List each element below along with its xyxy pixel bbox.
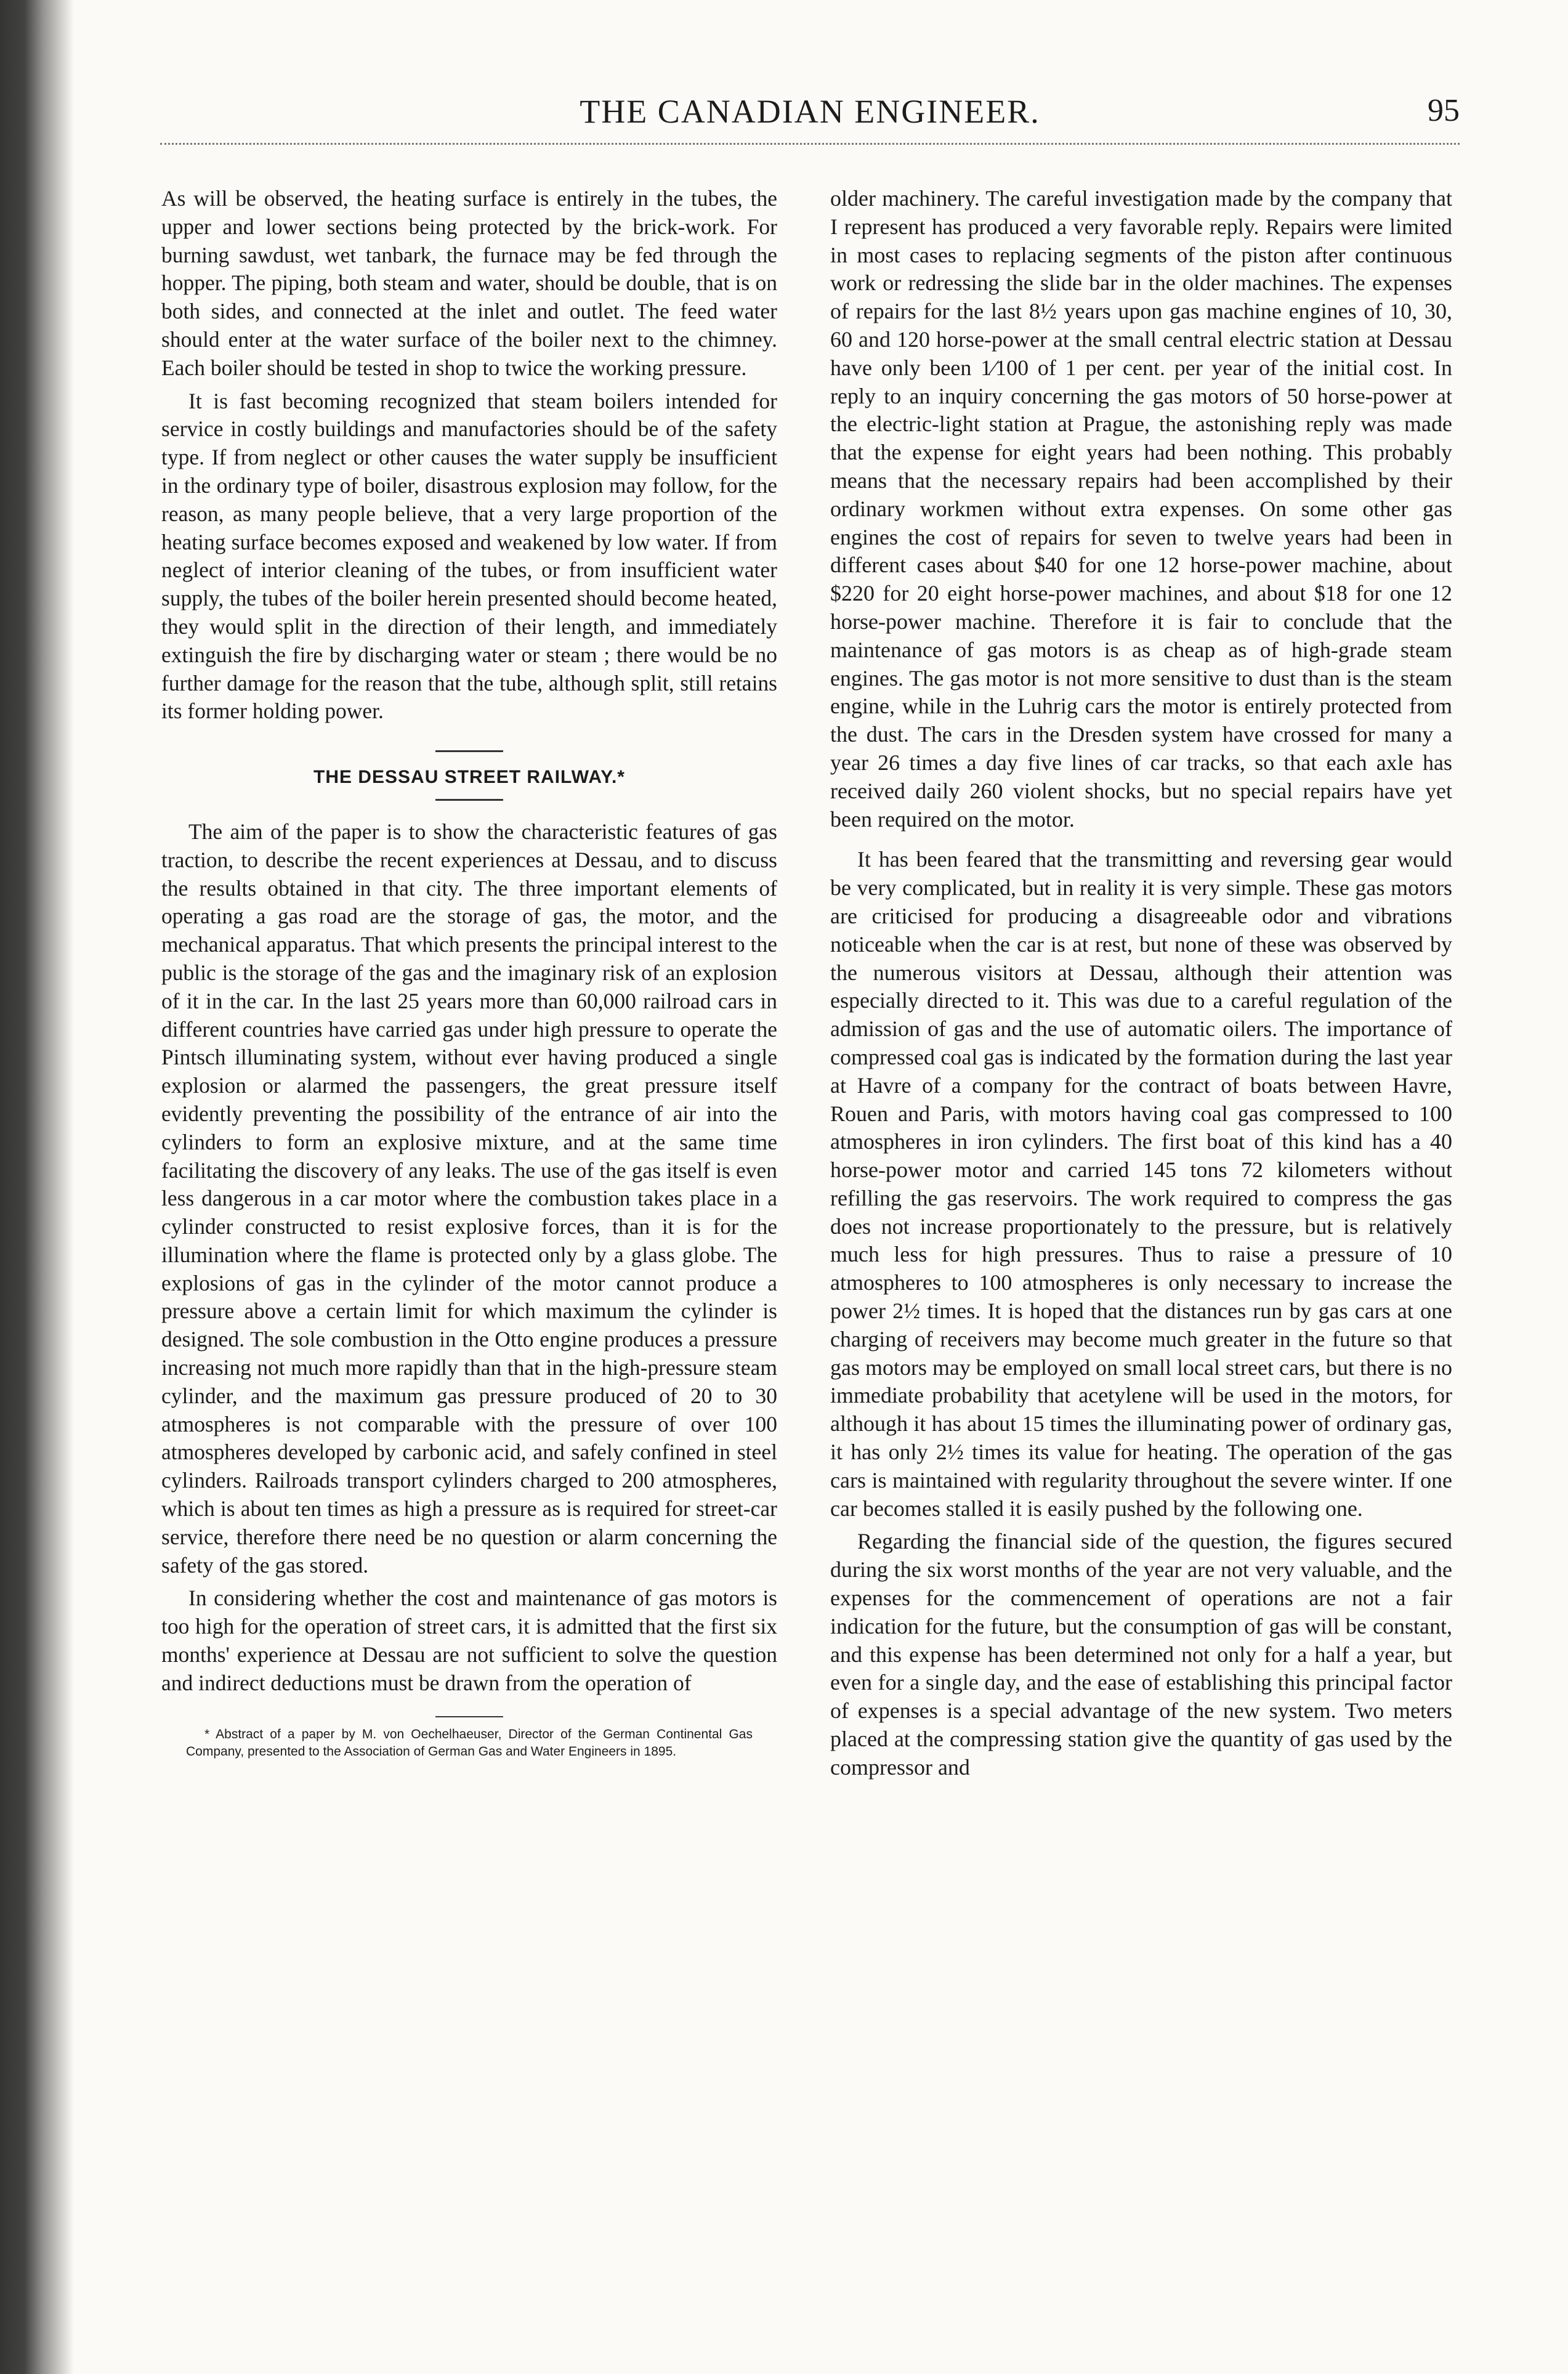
section-divider [435,799,503,801]
paragraph: It has been feared that the transmitting and reversing gear would be very complicated, but in reality it is very simple. These gas motors are criticised for producing a disagreeable odor and vibrations noticeable when the car is at rest, but none of these was observed by the numerous visitors at Dessau, although their attention was especially directed to it. This was due to a careful regulation of the admission of gas and the use of automatic oilers. The importance of compressed coal gas is indicated by the formation during the last year at Havre of a company for the contract of boats between Havre, Rouen and Paris, with motors having coal gas compressed to 100 atmospheres in iron cylinders. The first boat of this kind has a 40 horse-power motor and carried 145 tons 72 kilometers without refilling the gas reservoirs. The work required to compress the gas does not increase proportionately to the pressure, but is relatively much less for high pressures. Thus to raise a pressure of 10 atmospheres to 100 atmospheres is only necessary to increase the power 2½ times. It is hoped that the distances run by gas cars at one charging of receivers may become much greater in the future so that gas motors may be employed on small local street cars, but there is no immediate probability that acetylene will be used in the motors, for although it has about 15 times the illuminating power of ordinary gas, it has only 2½ times its value for heating. The operation of the gas cars is maintained with regularity throughout the severe winter. If one car becomes stalled it is easily pushed by the following one. [830,847,1452,1521]
footnote: * Abstract of a paper by M. von Oechelhaeuser, Director of the German Continental Gas Company, presented to the Association of German Gas and Water Engineers in 1895. [186,1727,753,1759]
footnote-divider [435,1716,503,1717]
paragraph: It is fast becoming recognized that steam boilers intended for service in costly buildings and manufactories should be of the safety type. If from neglect or other causes the water supply be insufficient in the ordinary type of boiler, disastrous explosion may follow, for the reason, as many people believe, that a very large proportion of the heating surface becomes exposed and weakened by low water. If from neglect of interior cleaning of the tubes, or from insufficient water supply, the tubes of the boiler herein presented should become heated, they would split in the direction of their length, and immediately extinguish the fire by discharging water or steam ; there would be no further damage for the reason that the tube, although split, still retains its former holding power. [161,388,777,724]
section-divider [435,750,503,752]
paragraph: older machinery. The careful investigation made by the company that I represent has produced a very favorable reply. Repairs were limited in most cases to replacing segments of the piston after continuous work or redressing the slide bar in the older machines. The expenses of repairs for the last 8½ years upon gas machine engines of 10, 30, 60 and 120 horse-power at the small central electric station at Dessau have only been 1⁄100 of 1 per cent. per year of the initial cost. In reply to an inquiry concerning the gas motors of 50 horse-power at the electric-light station at Prague, the astonishing reply was made that the expense for eight years had been nothing. This probably means that the necessary repairs had been accomplished by their ordinary workmen without extra expenses. On some other gas engines the cost of repairs for seven to twelve years had been in different cases about $40 for one 12 horse-power machine, about $220 for 20 eight horse-power machines, and about $18 for one 12 horse-power machine. Therefore it is fair to conclude that the maintenance of gas motors is as cheap as of high-grade steam engines. The gas motor is not more sensitive to dust than is the steam engine, while in the Luhrig cars the motor is entirely protected from the dust. The cars in the Dresden system have crossed for many a year 26 times a day five lines of car tracks, so that each axle has received daily 260 violent shocks, but no special repairs have yet been required on the motor. [830,186,1452,832]
journal-title: THE CANADIAN ENGINEER. [580,93,1040,130]
paragraph: The aim of the paper is to show the characteristic features of gas traction, to describe the recent experiences at Dessau, and to discuss the results obtained in that city. The three important elements of operating a gas road are the storage of gas, the motor, and the mechanical apparatus. That which presents the principal interest to the public is the storage of the gas and the imaginary risk of an explosion of it in the car. In the last 25 years more than 60,000 railroad cars in different countries have carried gas under high pressure to operate the Pintsch illuminating system, without ever having produced a single explosion or alarmed the passengers, the great pressure itself evidently preventing the possibility of the entrance of air into the cylinders to form an explosive mixture, and at the same time facilitating the discovery of any leaks. The use of the gas itself is even less dangerous in a car motor where the combustion takes place in a cylinder constructed to resist explosive forces, than it is for the illumination where the flame is protected only by a glass globe. The explosions of gas in the cylinder of the motor cannot produce a pressure above a certain limit for which maximum the cylinder is designed. The sole combustion in the Otto engine produces a pressure increasing not much more rapidly than that in the high-pressure steam cylinder, and the maximum gas pressure produced of 20 to 30 atmospheres is not comparable with the pressure of over 100 atmospheres developed by carbonic acid, and safely confined in steel cylinders. Railroads transport cylinders charged to 200 atmospheres, which is about ten times as high a pressure as is required for street-car service, therefore there need be no question or alarm concerning the safety of the gas stored. [161,819,777,1578]
page-number: 95 [1428,93,1460,128]
header-rule [160,143,1460,145]
paragraph: As will be observed, the heating surface is entirely in the tubes, the upper and lower sections being protected by the brick-work. For burning sawdust, wet tanbark, the furnace may be fed through the hopper. The piping, both steam and water, should be double, that is on both sides, and connected at the inlet and outlet. The feed water should enter at the water surface of the boiler next to the chimney. Each boiler should be tested in shop to twice the working pressure. [161,186,777,380]
section-heading: THE DESSAU STREET RAILWAY.* [313,767,625,788]
paragraph: Regarding the financial side of the question, the figures secured during the six worst months of the year are not very valuable, and the expenses for the commencement of operations are not a fair indication for the future, but the consumption of gas will be constant, and this expense has been determined not only for a half a year, but even for a single day, and the ease of establishing this principal factor of expenses is a special advantage of the new system. Two meters placed at the compressing station give the quantity of gas used by the compressor and [830,1529,1452,1780]
right-column [830,185,1452,1787]
paragraph: In considering whether the cost and maintenance of gas motors is too high for the operation of street cars, it is admitted that the first six months' experience at Dessau are not sufficient to solve the question and indirect deductions must be drawn from the operation of [161,1586,777,1695]
page-header [160,92,1460,142]
scanned-binding-edge [0,0,74,2374]
left-column [161,185,777,1760]
